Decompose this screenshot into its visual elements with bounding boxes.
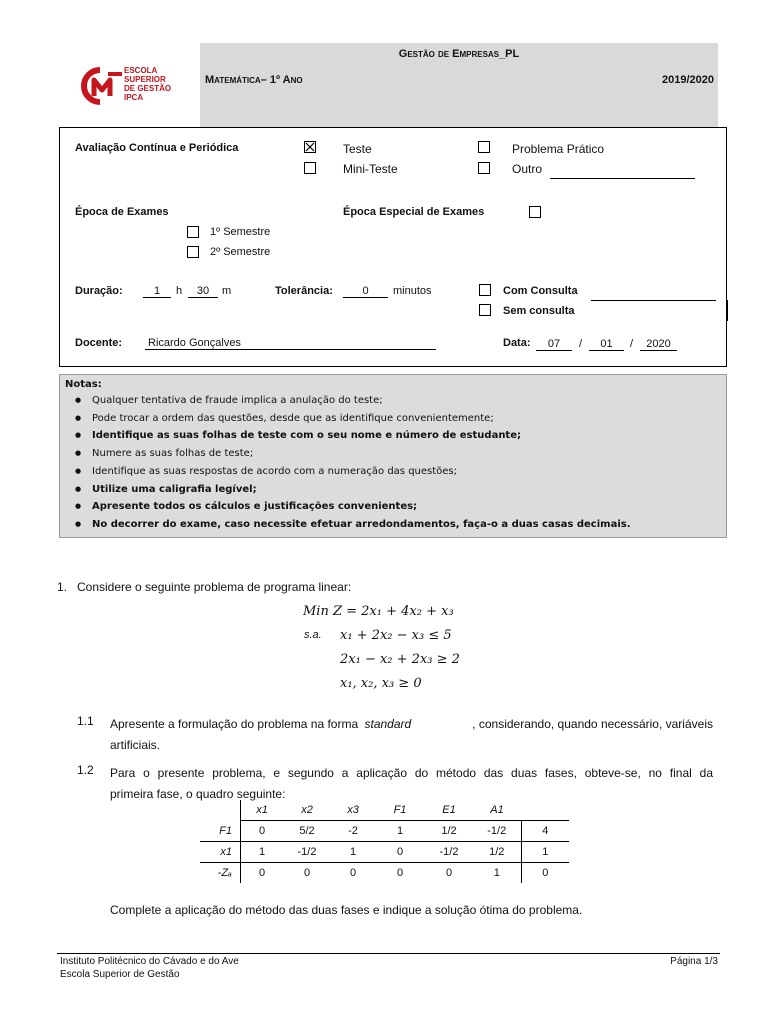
note-item: ● No decorrer do exame, caso necessite efetuar arredondamentos, faça-o a duas casas decimais. [92, 516, 726, 534]
teste-checkbox[interactable] [304, 141, 316, 153]
tableau-header-cell: x1 [241, 800, 284, 821]
tableau-cell: -Zₐ [200, 863, 241, 884]
q11-part: Apresente a formulação do problema na forma [110, 717, 362, 731]
docente-value[interactable]: Ricardo Gonçalves [145, 337, 436, 350]
date-month[interactable]: 01 [589, 338, 624, 351]
sem-consulta-label: Sem consulta [503, 305, 575, 317]
q12-number: 1.2 [77, 763, 94, 777]
tableau-cell: -2 [331, 821, 375, 842]
tableau-header-cell [521, 800, 569, 821]
note-item: ● Identifique as suas folhas de teste com o seu nome e número de estudante; [92, 427, 726, 445]
tableau-cell: 0 [349, 867, 357, 879]
sem-consulta-checkbox[interactable] [479, 304, 491, 316]
data-label: Data: [503, 337, 531, 349]
tableau-header-cell: A1 [473, 800, 521, 821]
objective-function: Min Z = 2x₁ + 4x₂ + x₃ [303, 604, 454, 619]
tableau-header-cell: x2 [283, 800, 331, 821]
notes-title: Notas: [65, 379, 102, 390]
tableau-cell: F1 [200, 821, 241, 842]
constraint-1: x₁ + 2x₂ − x₃ ≤ 5 [340, 628, 452, 643]
tolerancia-value[interactable]: 0 [343, 285, 388, 298]
duracao-hours[interactable]: 1 [143, 285, 171, 298]
footer-page: Página 1/3 [670, 956, 718, 967]
tableau-cell: 1 [521, 842, 569, 863]
semestre2-label: 2º Semestre [210, 246, 271, 258]
logo-line: DE GESTÃO [124, 84, 172, 93]
logo-line: SUPERIOR [124, 75, 166, 84]
outro-label: Outro [512, 162, 543, 176]
tableau-cell: -1/2 [473, 821, 521, 842]
note-item: ● Apresente todos os cálculos e justificações convenientes; [92, 498, 726, 516]
tableau-header-cell: E1 [425, 800, 473, 821]
tableau-cell: 5/2 [283, 821, 331, 842]
note-item: ● Qualquer tentativa de fraude implica a anulação do teste; [92, 392, 726, 410]
docente-label: Docente: [75, 337, 123, 349]
tableau-row [200, 842, 569, 863]
note-item: ● Utilize uma caligrafia legível; [92, 481, 726, 499]
q11-part: , considerando, quando necessário, variáveis [472, 717, 713, 731]
tableau-cell: 1 [241, 842, 284, 863]
footer-rule [57, 953, 720, 954]
q11-number: 1.1 [77, 714, 94, 728]
date-year[interactable]: 2020 [640, 338, 677, 351]
q12-text [110, 763, 713, 805]
mini-teste-label: Mini-Teste [343, 162, 398, 176]
outro-checkbox[interactable] [478, 162, 490, 174]
tableau-cell: x1 [200, 842, 241, 863]
note-item: ● Pode trocar a ordem das questões, desde que as identifique convenientemente; [92, 410, 726, 428]
problema-pratico-label: Problema Prático [512, 142, 605, 156]
subject-title: Matemática– 1º Ano [205, 74, 303, 86]
notes-box [59, 374, 727, 538]
tableau-cell: 0 [445, 867, 453, 879]
check-x-icon [305, 142, 315, 152]
question-text: Considere o seguinte problema de programa linear: [77, 580, 352, 594]
logo [78, 66, 193, 106]
consulta-field[interactable] [591, 300, 716, 301]
tableau-cell: -1/2 [283, 842, 331, 863]
tableau-cell: -1/2 [425, 842, 473, 863]
tableau-cell: 1/2 [425, 821, 473, 842]
semestre1-checkbox[interactable] [187, 226, 199, 238]
ipca-logo-icon [78, 66, 124, 106]
epoca-especial-checkbox[interactable] [529, 206, 541, 218]
tableau-row [200, 863, 569, 884]
semestre1-label: 1º Semestre [210, 226, 271, 238]
school-year: 2019/2020 [662, 74, 714, 86]
simplex-tableau [200, 800, 569, 883]
consulta-field-edge [727, 300, 728, 321]
q11-text [110, 714, 713, 756]
constraint-3: x₁, x₂, x₃ ≥ 0 [340, 676, 422, 691]
tableau-cell: 0 [241, 821, 284, 842]
footer-school: Escola Superior de Gestão [60, 969, 180, 980]
tableau-row [200, 821, 569, 842]
teste-label: Teste [343, 142, 372, 156]
note-item: ● Identifique as suas respostas de acordo com a numeração das questões; [92, 463, 726, 481]
tableau-cell: 1 [331, 842, 375, 863]
q12-line: primeira fase, o quadro seguinte: [110, 787, 286, 801]
com-consulta-label: Com Consulta [503, 285, 578, 297]
minutos-label: minutos [393, 285, 432, 297]
logo-line: IPCA [124, 93, 144, 102]
note-item: ● Numere as suas folhas de teste; [92, 445, 726, 463]
epoca-especial-label: Época Especial de Exames [343, 206, 485, 218]
tableau-cell: 0 [396, 867, 404, 879]
subject-to-label: s.a. [304, 629, 322, 641]
tableau-cell: 0 [521, 863, 569, 884]
footer-institute: Instituto Politécnico do Cávado e do Ave [60, 956, 239, 967]
tableau-cell: 1 [493, 867, 500, 879]
tableau-cell: 0 [303, 867, 311, 879]
epoca-exames-label: Época de Exames [75, 206, 169, 218]
tableau-cell: 0 [375, 842, 425, 863]
q12-line: Para o presente problema, e segundo a aplicação do método das duas fases, obteve-se, no final da [110, 766, 713, 780]
duracao-minutes[interactable]: 30 [188, 285, 218, 298]
tolerancia-label: Tolerância: [275, 285, 333, 297]
outro-field[interactable] [550, 178, 695, 179]
notes-list [60, 392, 726, 534]
date-sep: / [579, 338, 583, 350]
tableau-header-cell [200, 800, 241, 821]
question-number: 1. [57, 580, 68, 594]
date-day[interactable]: 07 [536, 338, 572, 351]
tableau-cell: 0 [258, 867, 266, 879]
course-title: Gestão de Empresas_PL [398, 48, 520, 60]
tableau-header-row [200, 800, 569, 821]
tableau-cell: 4 [521, 821, 569, 842]
q11-emphasis: standard [364, 717, 412, 731]
tableau-cell: 1 [375, 821, 425, 842]
semestre2-checkbox[interactable] [187, 246, 199, 258]
logo-line: ESCOLA [124, 66, 158, 75]
mini-teste-checkbox[interactable] [304, 162, 316, 174]
q11-continuation: artificiais. [110, 738, 161, 752]
duracao-label: Duração: [75, 285, 123, 297]
tableau-cell: 1/2 [473, 842, 521, 863]
tableau-header-cell: x3 [331, 800, 375, 821]
tableau-header-cell: F1 [375, 800, 425, 821]
minutes-unit: m [222, 285, 232, 297]
date-sep: / [630, 338, 634, 350]
eval-label: Avaliação Contínua e Periódica [75, 142, 239, 154]
problema-pratico-checkbox[interactable] [478, 141, 490, 153]
com-consulta-checkbox[interactable] [479, 284, 491, 296]
hours-unit: h [176, 285, 183, 297]
complete-instruction: Complete a aplicação do método das duas fases e indique a solução ótima do problema. [110, 903, 583, 917]
constraint-2: 2x₁ − x₂ + 2x₃ ≥ 2 [340, 652, 460, 667]
